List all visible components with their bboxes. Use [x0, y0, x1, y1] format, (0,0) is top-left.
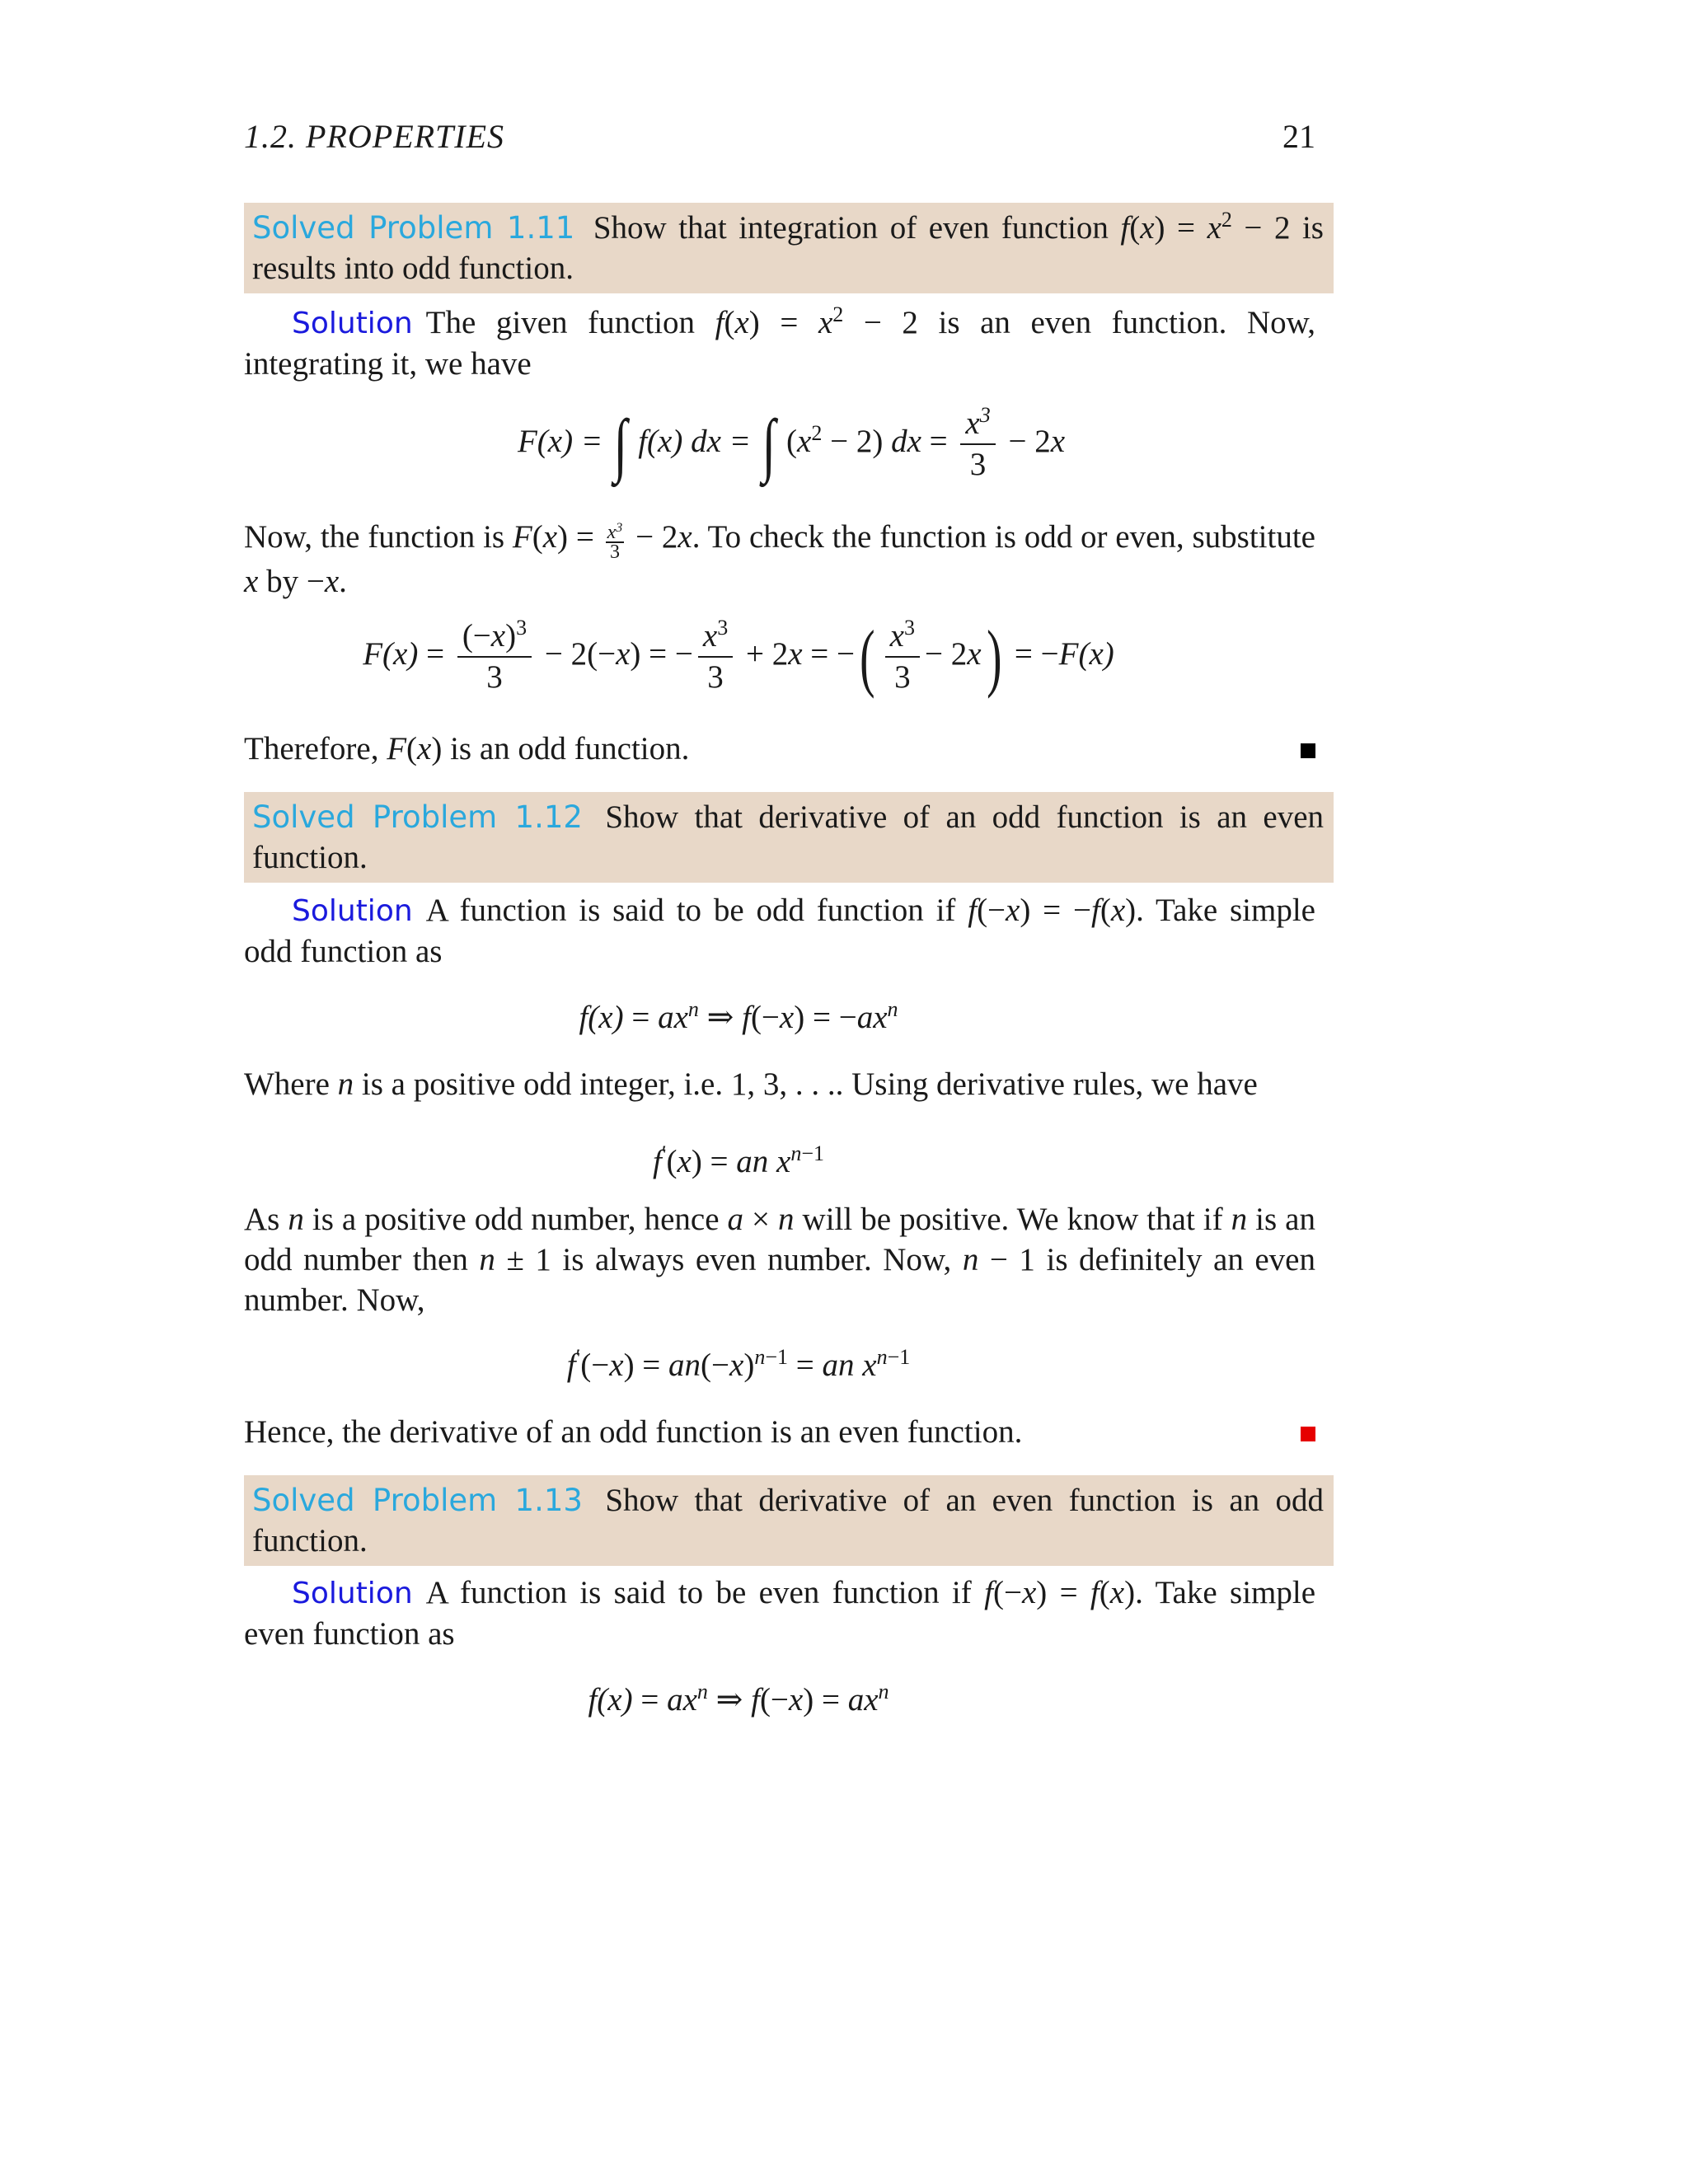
text-paragraph-substitute: Now, the function is F(x) = $\frac{x^3}{3}$ − 2x. To check the function is odd or even, substitute x by −x. — [244, 519, 1315, 599]
equation-integral: F(x) = ∫ f(x) dx = ∫ $(x^2 - 2)$ dx = $\frac{x^3}{3}$ − 2x — [517, 403, 1066, 484]
conclusion-1-11: Therefore, F(x) is an odd function. — [244, 731, 690, 766]
qed-square-icon — [1301, 743, 1315, 758]
equation-derivative: f′(x) = an $x^{n-1}$ — [652, 1141, 825, 1179]
conclusion-1-12: Hence, the derivative of an odd function is an even function. — [244, 1414, 1023, 1450]
problem-box-1-13 — [244, 1475, 1334, 1566]
equation-odd-function: $f(x) = ax^n$ ⇒ $f(-x) = -ax^n$ — [579, 997, 898, 1035]
equation-even-function: $f(x) = ax^n$ ⇒ $f(-x) = ax^n$ — [588, 1680, 889, 1718]
text-parity-argument: As n is a positive odd number, hence a × n will be positive. We know that if n is an odd number then n ± 1 is always even number. Now, n − 1 is definitely an even number. Now, — [244, 1202, 1315, 1318]
qed-square-red-icon — [1301, 1427, 1315, 1441]
problem-statement: Show that integration of even function $f(x) = x^2 - 2$ is results into odd function. — [252, 208, 1324, 286]
problem-statement: Show that derivative of an even function is an odd function. — [252, 1483, 1325, 1558]
solution-label: Solution — [292, 307, 413, 340]
text-where-n: Where n is a positive odd integer, i.e. 1, 3, . . .. Using derivative rules, we have — [244, 1066, 1258, 1102]
problem-label: Solved Problem 1.11 — [252, 210, 575, 246]
running-header — [244, 117, 1315, 158]
solution-paragraph-1-12: Solution A function is said to be odd function if f(−x) = −f(x). Take simple odd function as — [244, 893, 1315, 969]
solution-label: Solution — [292, 894, 413, 928]
problem-label: Solved Problem 1.13 — [252, 1483, 583, 1518]
solution-paragraph-1-13: Solution A function is said to be even function if f(−x) = f(x). Take simple even function as — [244, 1575, 1316, 1652]
page-number: 21 — [1282, 118, 1315, 155]
solution-paragraph-1-11: Solution The given function $f(x) = x^2 - 2$ is an even function. Now, integrating it, we have — [244, 302, 1315, 382]
problem-statement: Show that derivative of an odd function is an even function. — [252, 799, 1325, 875]
problem-label: Solved Problem 1.12 — [252, 799, 583, 835]
problem-box-1-12 — [244, 792, 1334, 883]
section-title: 1.2. PROPERTIES — [244, 118, 505, 155]
equation-derivative-negative: $f'(-x) = an(-x)^{n-1}$ = an $x^{n-1}$ — [566, 1345, 911, 1383]
equation-odd-check: F(x) = $\frac{(-x)^3}{3}$ − 2(−x) = − $\frac{x^3}{3}$ + 2x = −( $\frac{x^3}{3}$ − 2x) = −F(x) — [363, 615, 1114, 699]
solution-label: Solution — [292, 1577, 413, 1610]
problem-box-1-11 — [244, 203, 1334, 293]
